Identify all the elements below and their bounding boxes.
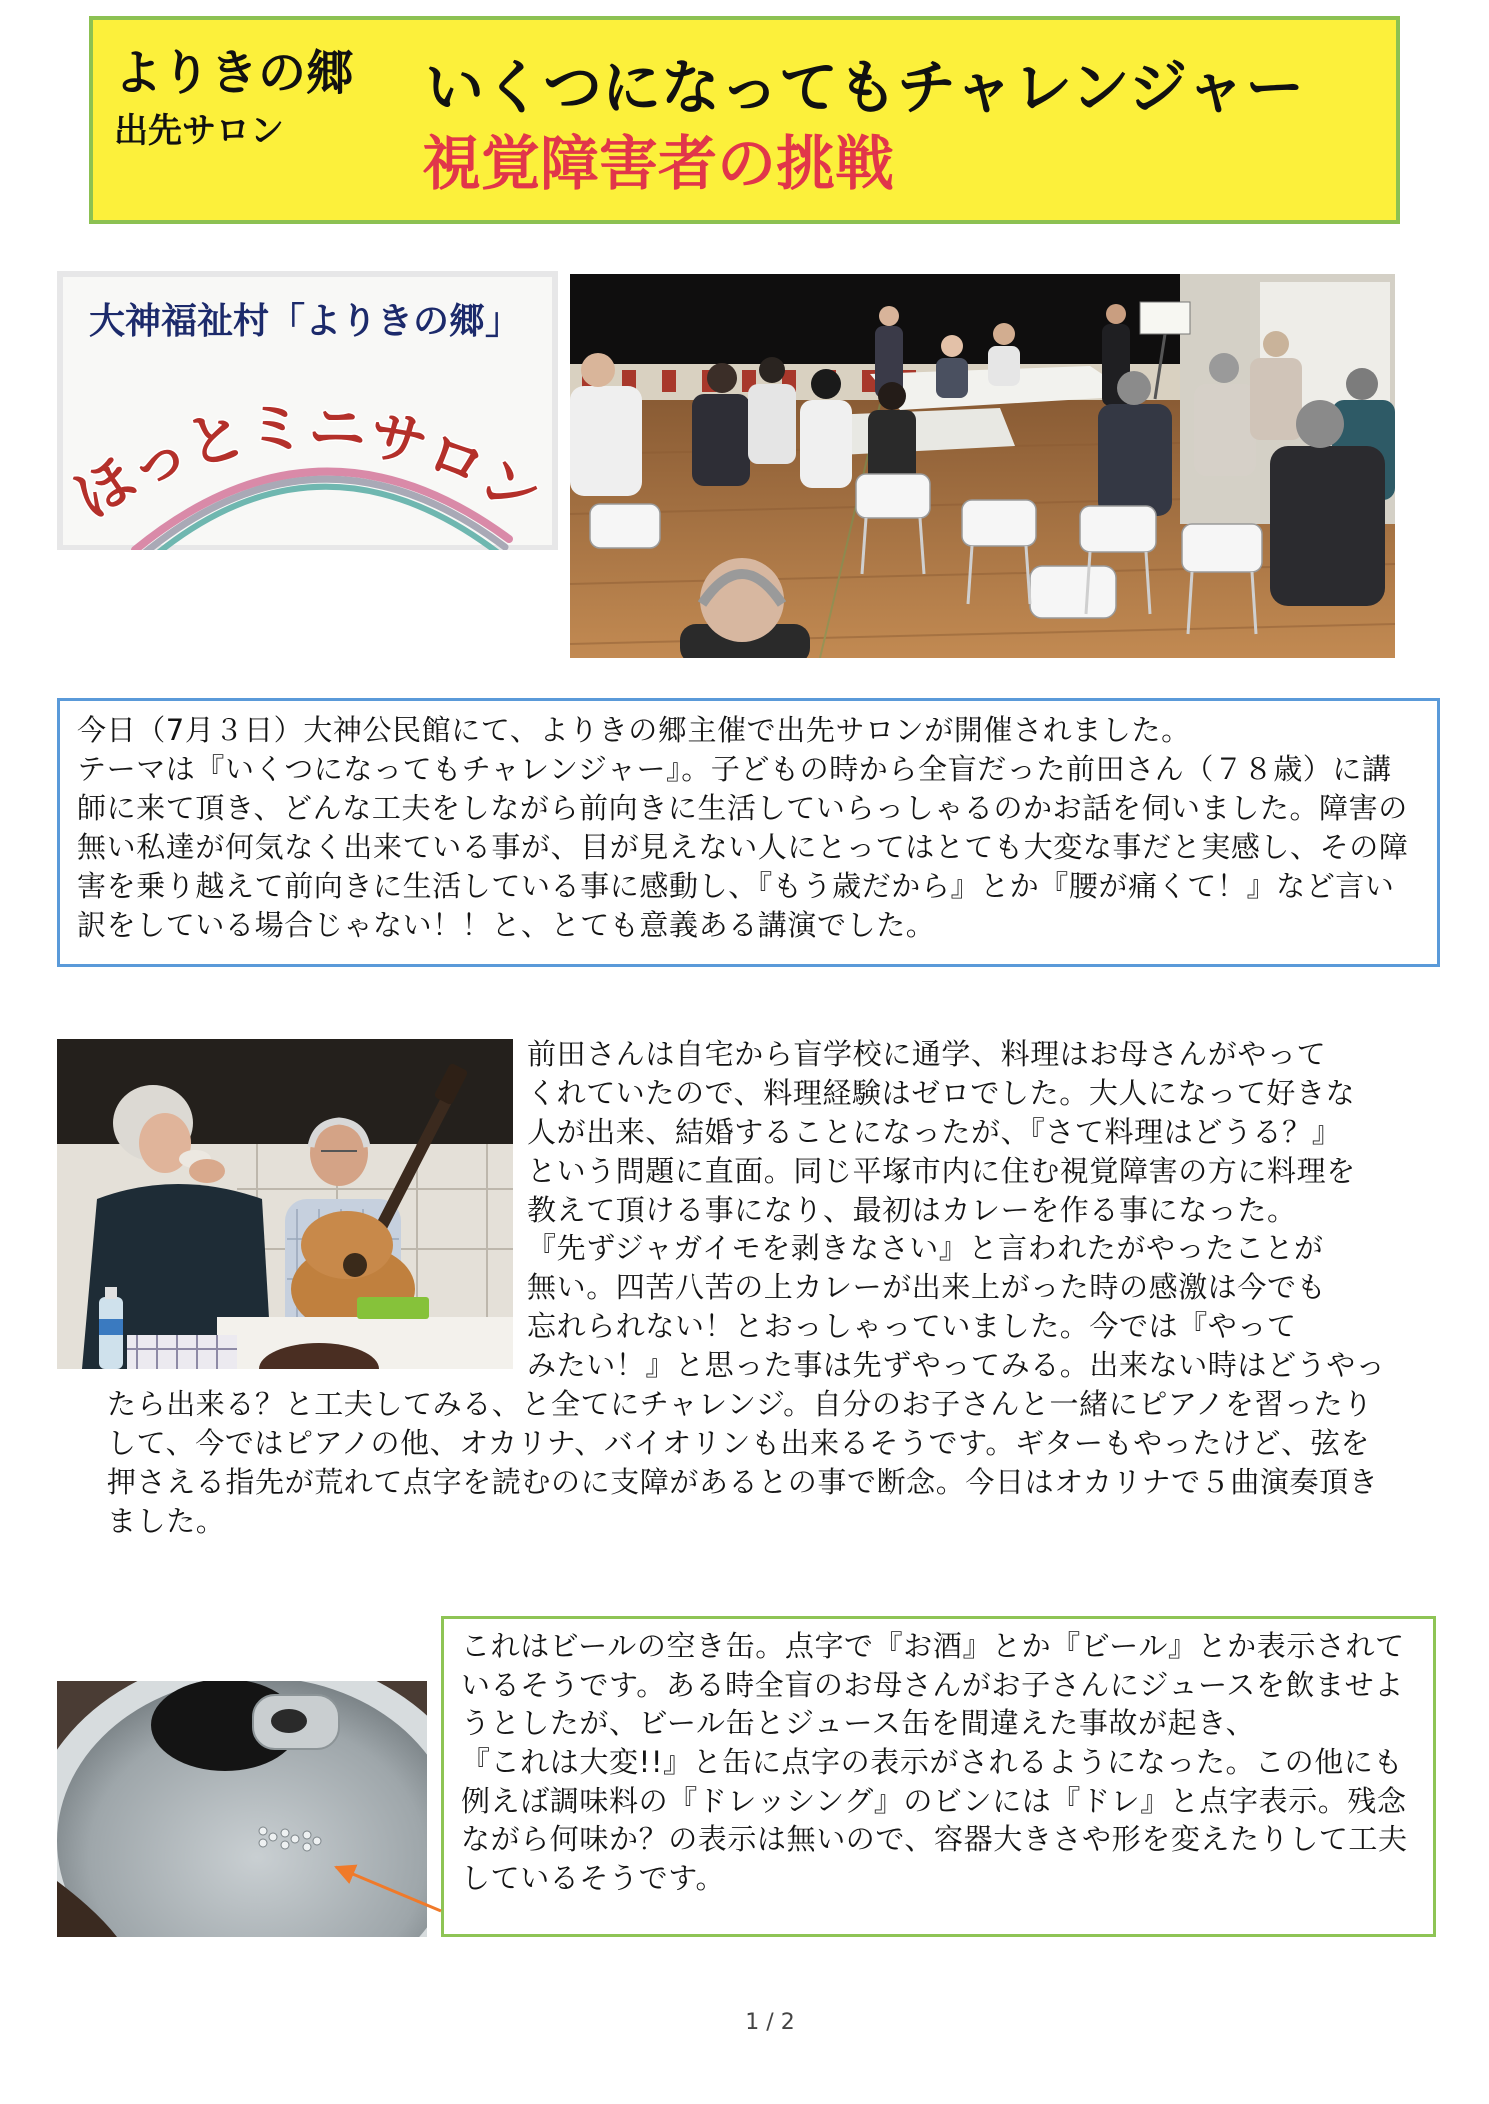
intro-line: テーマは『いくつになってもチャレンジャー』。子どもの時から全盲だった前田さん（７８歳）に講 [77, 752, 1392, 786]
page-subtitle: 視覚障害者の挑戦 [422, 129, 895, 198]
story-line: 教えて頂ける事になり、最初はカレーを作る事になった。 [527, 1192, 1297, 1227]
story-line: して、今ではピアノの他、オカリナ、バイオリンも出来るそうです。ギターもやったけど、弦を [107, 1425, 1370, 1460]
organization-subtitle: 出先サロン [114, 111, 284, 151]
note-line: ながら何味か？の表示は無いので、容器大きさや形を変えたりして工夫 [461, 1822, 1408, 1857]
note-line: 例えば調味料の『ドレッシング』のビンには『ドレ』と点字表示。残念 [461, 1783, 1407, 1818]
intro-paragraph [77, 711, 1408, 945]
story-line: 人が出来、結婚することになったが、『さて料理はどうる？』 [527, 1114, 1342, 1149]
salon-sign-graphic [57, 271, 558, 550]
story-line: 前田さんは自宅から盲学校に通学、料理はお母さんがやって [527, 1037, 1327, 1071]
note-line: これはビールの空き缶。点字で『お酒』とか『ビール』とか表示されて [461, 1629, 1405, 1663]
beer-can-braille-photo [57, 1681, 427, 1937]
story-line: たら出来る？と工夫してみる、と全てにチャレンジ。自分のお子さんと一緒にピアノを習ったり [107, 1387, 1373, 1422]
story-line: ました。 [107, 1503, 226, 1538]
braille-note-box [441, 1616, 1436, 1937]
header-banner [89, 16, 1400, 224]
intro-text-box [57, 698, 1440, 967]
intro-line: 訳をしている場合じゃない！！と、とても意義ある講演でした。 [77, 908, 936, 942]
note-line: いるそうです。ある時全盲のお母さんがお子さんにジュースを飲ませよ [461, 1667, 1404, 1702]
intro-line: 師に来て頂き、どんな工夫をしながら前向きに生活していらっしゃるのかお話を伺いました。障害の [77, 791, 1408, 825]
page-title: いくつになってもチャレンジャー [425, 53, 1305, 122]
organization-name: よりきの郷 [114, 45, 355, 101]
story-line: くれていたので、料理経験はゼロでした。大人になって好きな [527, 1075, 1356, 1110]
page-number: 1 / 2 [745, 2010, 795, 2035]
easel-board [1140, 302, 1190, 334]
sign-text-top: 大神福祉村「よりきの郷」 [88, 301, 522, 342]
meeting-room-photo [570, 274, 1395, 658]
note-line: うとしたが、ビール缶とジュース缶を間違えた事故が起き、 [461, 1706, 1256, 1741]
sign-text-arched-path: ほっとミニサロン [62, 391, 552, 532]
note-line: しているそうです。 [461, 1861, 726, 1896]
story-paragraph [107, 1035, 1385, 1541]
intro-line: 今日（7月３日）大神公民館にて、よりきの郷主催で出先サロンが開催されました。 [77, 713, 1191, 747]
story-line: という問題に直面。同じ平塚市内に住む視覚障害の方に料理を [527, 1153, 1356, 1188]
braille-note-paragraph [461, 1627, 1408, 1898]
story-line: 押さえる指先が荒れて点字を読むのに支障があるとの事で断念。今日はオカリナで５曲演奏頂き [107, 1464, 1379, 1499]
meeting-room-graphic [570, 274, 1395, 658]
story-line: 『先ずジャガイモを剥きなさい』と言われたがやったことが [527, 1231, 1324, 1266]
salon-sign-photo [57, 271, 558, 550]
intro-line: 害を乗り越えて前向きに生活している事に感動し、『もう歳だから』とか『腰が痛くて！』など言い [77, 869, 1395, 903]
story-line: 無い。四苦八苦の上カレーが出来上がった時の感激は今でも [527, 1270, 1327, 1305]
pull-tab [253, 1695, 339, 1749]
beer-can-graphic [57, 1681, 427, 1937]
story-line: みたい！』と思った事は先ずやってみる。出来ない時はどうやっ [527, 1348, 1386, 1383]
story-line: 忘れられない！とおっしゃっていました。今では『やって [527, 1309, 1297, 1344]
note-line: 『これは大変!!』と缶に点字の表示がされるようになった。この他にも [461, 1745, 1404, 1780]
intro-line: 無い私達が何気なく出来ている事が、目が見えない人にとってはとても大変な事だと実感し、その障 [77, 830, 1409, 864]
